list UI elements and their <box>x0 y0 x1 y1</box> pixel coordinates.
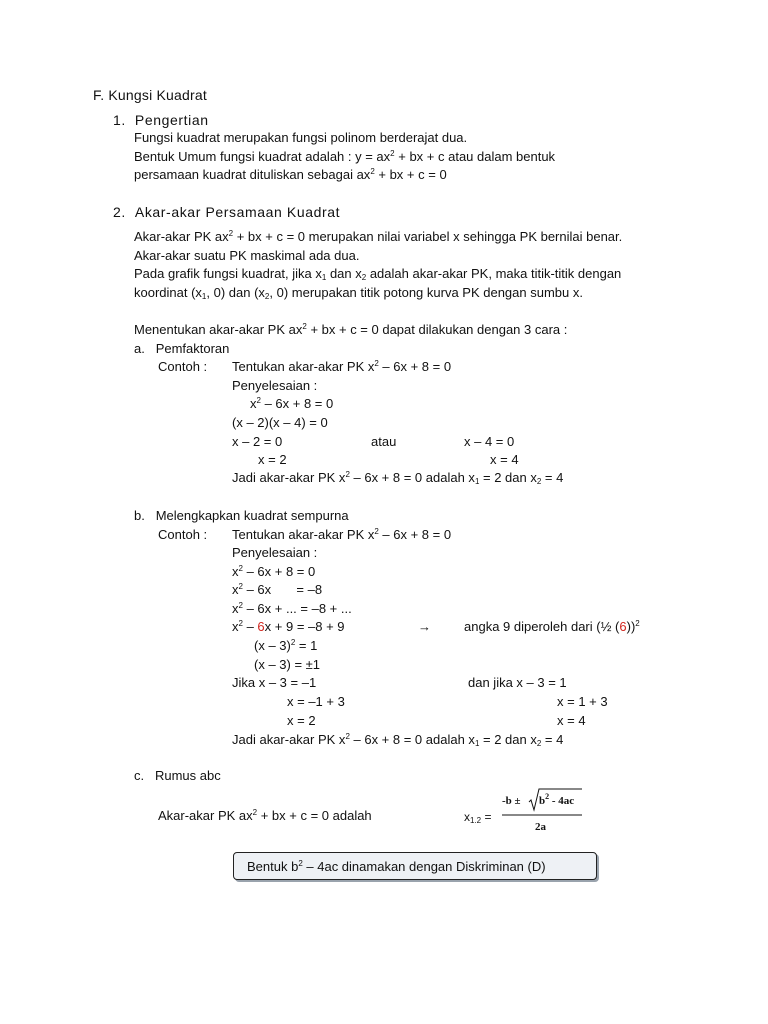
method-a-step4-right <box>490 452 519 468</box>
text-seg: , 0) dan (x <box>206 285 265 300</box>
text-seg: - 4ac <box>549 795 575 807</box>
text-seg: Bentuk Umum fungsi kuadrat adalah : y = ax <box>134 149 391 164</box>
text-seg: + bx + c = 0 adalah <box>257 808 372 823</box>
text-seg: = 1 <box>295 638 318 653</box>
method-b-l2-right <box>557 694 608 710</box>
text-seg: angka 9 diperoleh dari (½ ( <box>464 619 620 634</box>
text-seg: adalah akar-akar PK, maka titik-titik dengan <box>366 266 622 281</box>
highlight-number: 6 <box>257 619 265 634</box>
text-seg: – 6x + 8 = 0 <box>378 527 452 542</box>
text-seg: Penyelesaian : <box>232 378 318 393</box>
part2-title: Akar-akar Persamaan Kuadrat <box>134 204 341 220</box>
text-seg: Menentukan akar-akar PK ax <box>134 322 303 337</box>
text-seg: x <box>232 564 239 579</box>
method-b-jika-right <box>468 675 567 691</box>
subscript: 2 <box>536 477 542 486</box>
highlight-number: 6 <box>619 619 627 634</box>
text-seg: + bx + c atau dalam bentuk <box>394 149 556 164</box>
text-seg: Akar-akar PK ax <box>134 229 229 244</box>
text-seg: Jika x – 3 = –1 <box>232 675 317 690</box>
part1-line2 <box>134 149 555 165</box>
method-c-heading <box>134 768 221 784</box>
method-b-step2 <box>232 582 322 598</box>
text-seg: (x – 3) = ±1 <box>254 657 321 672</box>
text-seg: Pada grafik fungsi kuadrat, jika x <box>134 266 322 281</box>
superscript: 2 <box>374 359 379 368</box>
part1-number: 1. <box>113 112 126 128</box>
text-seg: – 6x + 8 = 0 <box>260 396 334 411</box>
text-seg: = 2 dan x <box>479 732 537 747</box>
method-b-penyelesaian <box>232 545 317 561</box>
method-b-label: b. <box>134 508 145 523</box>
text-seg: x – 2 = 0 <box>232 434 283 449</box>
part2-number: 2. <box>113 204 126 220</box>
part1-line1 <box>134 130 467 146</box>
method-b-note <box>464 619 640 635</box>
superscript: 2 <box>302 322 307 331</box>
superscript: 2 <box>390 149 395 158</box>
method-a-label: a. <box>134 341 145 356</box>
text-seg: Akar-akar suatu PK maskimal ada dua. <box>134 248 360 263</box>
contoh-label: Contoh : <box>158 359 208 374</box>
text-seg: – 4ac dinamakan dengan Diskriminan (D) <box>302 859 546 874</box>
part1-line3 <box>134 167 447 183</box>
text-seg: x <box>232 582 239 597</box>
text-seg: = 4 <box>541 470 564 485</box>
text-seg: + bx + c = 0 dapat dilakukan dengan 3 cara : <box>306 322 568 337</box>
text-seg: x <box>232 619 239 634</box>
superscript: 2 <box>252 808 258 817</box>
text-seg: x = 4 <box>557 713 586 728</box>
subscript: 2 <box>536 739 542 748</box>
text-seg: x = 2 <box>258 452 287 467</box>
text-seg: = <box>481 810 492 824</box>
superscript: 2 <box>238 564 243 573</box>
part2-p5 <box>134 322 567 338</box>
subscript: 2 <box>361 273 367 282</box>
text-seg: -b ± <box>502 795 521 807</box>
part1-title: Pengertian <box>134 112 209 128</box>
method-b-step4 <box>232 619 345 635</box>
method-c-title: Rumus abc <box>154 768 221 783</box>
subscript: 1 <box>321 273 327 282</box>
method-b-l3-right <box>557 713 586 729</box>
text-seg: (x – 2)(x – 4) = 0 <box>232 415 328 430</box>
method-b-step6 <box>254 657 320 673</box>
subscript: 1 <box>474 477 480 486</box>
method-c-label: c. <box>134 768 145 783</box>
text-seg: dan x <box>326 266 362 281</box>
method-b-conclusion <box>232 732 563 748</box>
method-a-step1 <box>250 396 333 412</box>
text-seg: – <box>242 619 258 634</box>
method-b-tentukan <box>232 527 451 543</box>
method-a-step3-right <box>464 434 514 450</box>
method-b-l3-left <box>287 713 316 729</box>
discriminant-text <box>247 859 546 875</box>
part2-p2 <box>134 248 359 264</box>
text-seg: dan jika x – 3 = 1 <box>468 675 567 690</box>
text-seg: persamaan kuadrat dituliskan sebagai ax <box>134 167 371 182</box>
text-seg: Penyelesaian : <box>232 545 318 560</box>
text-seg: Jadi akar-akar PK x <box>232 470 346 485</box>
method-a-heading <box>134 341 229 357</box>
text-seg: x <box>464 810 470 824</box>
text-seg: = 4 <box>541 732 564 747</box>
part1-line1-text: Fungsi kuadrat merupakan fungsi polinom berderajat dua. <box>134 130 468 145</box>
text-seg: x <box>250 396 257 411</box>
method-b-step5 <box>254 638 317 654</box>
superscript: 2 <box>238 601 243 610</box>
text-seg: Akar-akar PK ax <box>158 808 253 823</box>
text-seg: – 6x + ... = –8 + ... <box>242 601 352 616</box>
text-seg: koordinat (x <box>134 285 202 300</box>
text-seg: – 6x + 8 = 0 <box>378 359 452 374</box>
subscript: 1 <box>474 739 480 748</box>
text-seg: , 0) merupakan titik potong kurva PK dengan sumbu x. <box>269 285 583 300</box>
part2-p1 <box>134 229 622 245</box>
text-seg: x = 2 <box>287 713 316 728</box>
text-seg: atau <box>371 434 397 449</box>
superscript: 2 <box>374 527 379 536</box>
text-seg: = 2 dan x <box>479 470 537 485</box>
method-a-tentukan <box>232 359 451 375</box>
text-seg: b <box>539 795 546 807</box>
text-seg: )) <box>626 619 636 634</box>
text-seg: x – 4 = 0 <box>464 434 515 449</box>
method-a-step4-left <box>258 452 287 468</box>
method-a-penyelesaian <box>232 378 317 394</box>
part2-p3 <box>134 266 621 282</box>
method-a-contoh <box>158 359 207 375</box>
text-seg: – 6x + 8 = 0 adalah x <box>349 470 475 485</box>
method-b-jika-left <box>232 675 316 691</box>
method-a-step2 <box>232 415 328 431</box>
discriminant-box <box>233 852 597 880</box>
text-seg: – 6x + 8 = 0 adalah x <box>349 732 475 747</box>
text-seg: Bentuk b <box>247 859 299 874</box>
superscript: 2 <box>228 229 234 238</box>
superscript: 2 <box>238 619 243 628</box>
superscript: 2 <box>370 167 375 176</box>
text-seg: – 6x = –8 <box>242 582 323 597</box>
method-c-line <box>158 808 372 824</box>
part2-heading <box>113 204 340 220</box>
text-seg: x <box>232 601 239 616</box>
text-seg: 2a <box>535 821 546 833</box>
text-seg: – 6x + 8 = 0 <box>242 564 316 579</box>
method-b-step3 <box>232 601 352 617</box>
text-seg: x = –1 + 3 <box>287 694 345 709</box>
text-seg: Tentukan akar-akar PK x <box>232 527 375 542</box>
superscript: 2 <box>298 859 303 868</box>
abc-formula <box>460 788 600 836</box>
superscript: 2 <box>345 732 350 741</box>
method-a-conclusion <box>232 470 563 486</box>
formula-numerator-b <box>539 793 574 809</box>
method-b-l2-left <box>287 694 345 710</box>
text-seg: Tentukan akar-akar PK x <box>232 359 375 374</box>
method-b-arrow <box>418 619 431 635</box>
part2-p4 <box>134 285 583 301</box>
formula-denominator <box>535 819 546 835</box>
subscript: 2 <box>264 292 270 301</box>
right-arrow-icon: → <box>418 619 431 634</box>
superscript: 2 <box>256 396 261 405</box>
part1-heading <box>113 112 209 128</box>
method-b-title: Melengkapkan kuadrat sempurna <box>155 508 349 523</box>
text-seg: (x – 3) <box>254 638 291 653</box>
method-a-step3-mid <box>371 434 396 450</box>
text-seg: x = 4 <box>490 452 519 467</box>
subscript: 1.2 <box>470 816 482 825</box>
method-b-contoh <box>158 527 207 543</box>
text-seg: + bx + c = 0 <box>374 167 447 182</box>
contoh-label: Contoh : <box>158 527 208 542</box>
text-seg: Jadi akar-akar PK x <box>232 732 346 747</box>
text-seg: x + 9 = –8 + 9 <box>264 619 345 634</box>
superscript: 2 <box>635 619 640 628</box>
text-seg: + bx + c = 0 merupakan nilai variabel x sehingga PK bernilai benar. <box>233 229 623 244</box>
subscript: 1 <box>201 292 207 301</box>
superscript: 2 <box>345 470 350 479</box>
method-b-step1 <box>232 564 315 580</box>
superscript: 2 <box>238 582 243 591</box>
text-seg: x = 1 + 3 <box>557 694 608 709</box>
superscript: 2 <box>545 792 550 801</box>
method-b-heading <box>134 508 349 524</box>
method-a-title: Pemfaktoran <box>155 341 230 356</box>
method-a-step3-left <box>232 434 282 450</box>
superscript: 2 <box>290 638 296 647</box>
section-title <box>93 87 207 103</box>
sqrt-sign-icon <box>460 788 600 836</box>
section-title-text: F. Kungsi Kuadrat <box>93 87 207 103</box>
